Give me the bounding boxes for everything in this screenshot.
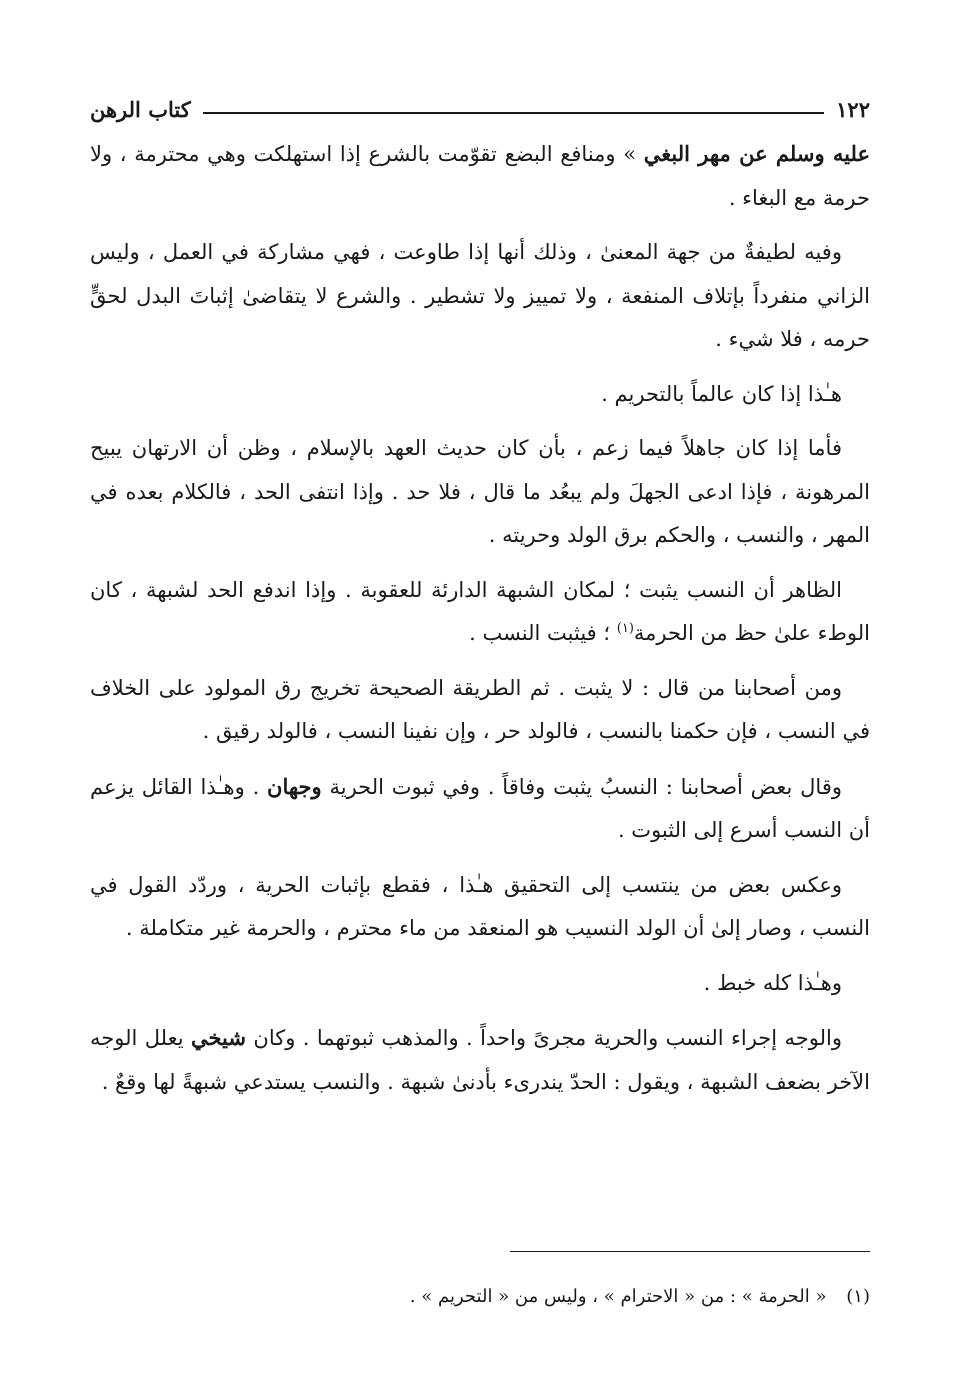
paragraph-10-text-b: يعلل الوجه الآخر بضعف الشبهة ، ويقول : الحدّ يندرىء بأدنىٰ شبهة . والنسب يستدعي شبهةً لها وقعٌ . [90, 1026, 870, 1094]
footnote-marker: (١) [616, 621, 634, 636]
paragraph-7-text-b: . وهـٰذا القائل يزعم أن النسب أسرع إلى الثبوت . [90, 774, 870, 842]
paragraph-6: ومن أصحابنا من قال : لا يثبت . ثم الطريقة الصحيحة تخريج رق المولود على الخلاف في النسب ، فإن حكمنا بالنسب ، فالولد حر ، وإن نفينا النسب ، فالولد رقيق . [90, 675, 870, 743]
footnote [90, 1283, 870, 1311]
paragraph-9: وهـٰذا كله خبط . [703, 970, 842, 995]
paragraph-10 [90, 1016, 870, 1104]
paragraph-7-bold: وجهان [267, 773, 322, 799]
paragraph-5-text-a: الظاهر أن النسب يثبت ؛ لمكان الشبهة الدارئة للعقوبة . وإذا اندفع الحد لشبهة ، كان الوطء علىٰ حظ من الحرمة [90, 577, 870, 645]
paragraph-10-bold: شيخي [191, 1025, 246, 1050]
paragraph-10-text-a: والوجه إجراء النسب والحرية مجرىً واحداً . والمذهب ثبوتهما . وكان [246, 1026, 842, 1050]
paragraph-1 [90, 132, 870, 220]
book-title: كتاب الرهن [90, 97, 191, 122]
footnote-number: (١) [846, 1286, 870, 1307]
paragraph-7 [90, 765, 870, 853]
footnote-rule [510, 1251, 870, 1252]
paragraph-1-text: » ومنافع البضع تقوّمت بالشرع إذا استهلكت وهي محترمة ، ولا حرمة مع البغاء . [90, 142, 870, 210]
paragraph-1-bold: عليه وسلم عن مهر البغي [643, 141, 870, 166]
paragraph-5 [90, 569, 870, 656]
paragraph-8: وعكس بعض من ينتسب إلى التحقيق هـٰذا ، فقطع بإثبات الحرية ، وردّد القول في النسب ، وصار إلىٰ أن الولد النسيب هو المنعقد من ماء محترم ، والحرمة غير متكاملة . [90, 872, 870, 940]
page-number: ١٢٢ [836, 97, 870, 122]
paragraph-5-text-b: ؛ فيثبت النسب . [469, 621, 617, 645]
paragraph-7-text-a: وقال بعض أصحابنا : النسبُ يثبت وفاقاً . وفي ثبوت الحرية [321, 774, 842, 799]
paragraph-2: وفيه لطيفةٌ من جهة المعنىٰ ، وذلك أنها إذا طاوعت ، فهي مشاركة في العمل ، وليس الزاني منفرداً بإتلاف المنفعة ، ولا تمييز ولا تشطير . والشرع لا يتقاضىٰ إثباتَ البدل لحقٍّ حرمه ، فلا شيء . [90, 240, 870, 351]
paragraph-3: هـٰذا إذا كان عالماً بالتحريم . [601, 381, 842, 406]
footnote-text: « الحرمة » : من « الاحترام » ، وليس من « التحريم » . [409, 1286, 827, 1307]
paragraph-4: فأما إذا كان جاهلاً فيما زعم ، بأن كان حديث العهد بالإسلام ، وظن أن الارتهان يبيح المرهونة ، فإذا ادعى الجهلَ ولم يبعُد ما قال ، فلا حد . وإذا انتفى الحد ، فالكلام بعده في المهر ، والنسب ، والحكم برق الولد وحريته . [90, 436, 870, 547]
body-text [90, 132, 870, 1104]
page [90, 78, 870, 1115]
header-rule [203, 112, 824, 114]
page-header [90, 78, 870, 122]
